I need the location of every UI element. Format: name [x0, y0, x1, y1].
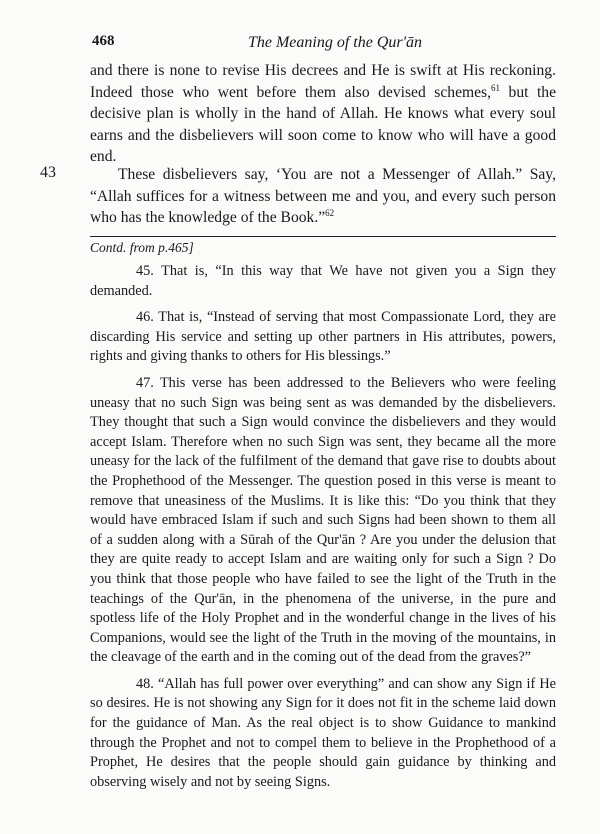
- footnote-ref-61: 61: [491, 82, 501, 93]
- footnote-47: 47. This verse has been addressed to the Believers who were feeling uneasy that no such Sign was being sent as was demanded by the disbelievers. They thought that such a Sign would convince the disbelievers and they would accept Islam. Therefore when no such Sign was sent, they became all the more uneasy for the lack of the fulfilment of the demand that gave rise to doubts about the Prophethood of the Messenger. The question posed in this verse is meant to remove that uneasiness of the Muslims. It is like this: “Do you think that they would have embraced Islam if such and such Signs had been shown to them all of a sudden along with a Sūrah of the Qur'ān ? Are you under the delusion that they are quite ready to accept Islam and are waiting only for such a Sign ? Do you think that those people who have failed to see the light of the Truth in the teachings of the Qur'ān, in the phenomena of the universe, in the pure and spotless life of the Holy Prophet and in the wonderful change in the lives of his Companions, would see the light of the Truth in the moving of the mountains, in the cleavage of the earth and in the coming out of the dead from the graves?”: [90, 374, 556, 666]
- page-number: 468: [92, 33, 115, 49]
- verse-number: 43: [40, 164, 56, 181]
- running-title: The Meaning of the Qur'ān: [247, 34, 423, 51]
- continued-label: Contd. from p.465]: [90, 240, 194, 255]
- footnote-48: 48. “Allah has full power over everything” and can show any Sign if He so desires. He is not showing any Sign for it does not fit in the scheme laid down for the guidance of Man. As the real object is to show Guidance to mankind through the Prophet and not to compel them to believe in the Prophethood of a Prophet, He desires that the people should gain guidance by thinking and observing wisely and not by seeing Signs.: [90, 675, 556, 790]
- verse-text-b: but the decisive plan is wholly in the hand of Allah. He knows what every soul earns and the disbelievers will soon come to know who will have a good end.: [90, 83, 556, 165]
- verse-continuation: [90, 60, 556, 168]
- footnote-divider: [90, 236, 556, 237]
- footnote-45: 45. That is, “In this way that We have not given you a Sign they demanded.: [90, 263, 556, 299]
- footnote-ref-62: 62: [325, 207, 335, 218]
- verse-43-text: These disbelievers say, ‘You are not a Messenger of Allah.” Say, “Allah suffices for a witness between me and you, and every such person who has the knowledge of the Book.”: [90, 166, 556, 226]
- footnote-46: 46. That is, “Instead of serving that most Compassionate Lord, they are discarding His service and setting up other partners in His attributes, powers, rights and giving thanks to others for His blessings.”: [90, 309, 556, 365]
- footnotes: [90, 262, 556, 799]
- verse-text-a: and there is none to revise His decrees and He is swift at His reckoning. Indeed those who went before them also devised schemes,: [90, 62, 556, 101]
- verse-43: [90, 164, 556, 229]
